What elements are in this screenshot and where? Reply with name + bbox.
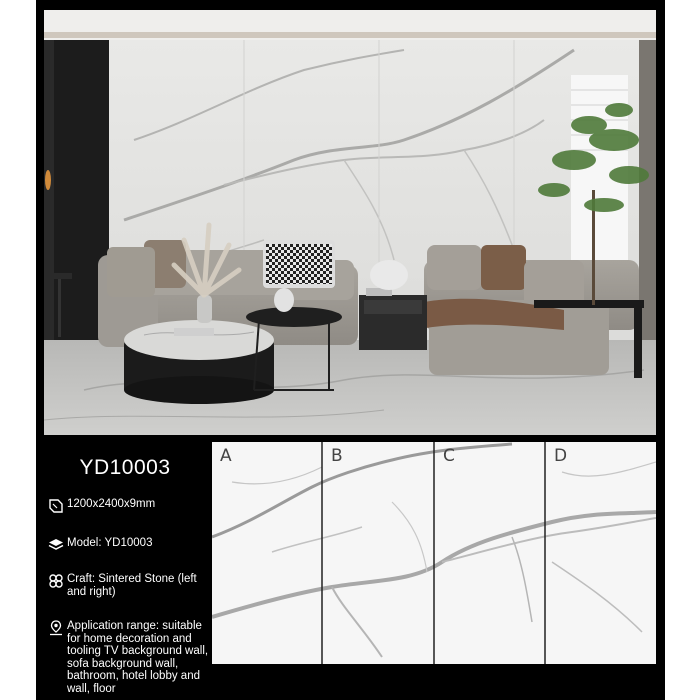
layers-icon xyxy=(48,537,64,553)
slab-label-b: B xyxy=(331,446,343,466)
spec-model-text: Model: YD10003 xyxy=(67,537,153,549)
slab-label-d: D xyxy=(554,446,568,466)
tile-size-icon xyxy=(48,498,64,514)
spec-application-text: Application range: suitable for home decoration and tooling TV background wall, sofa background wall, bathroom, hotel lobby and wall, floor xyxy=(67,620,209,695)
slab-label-c: C xyxy=(443,446,455,466)
spec-craft-text: Craft: Sintered Stone (left and right) xyxy=(67,573,197,598)
spec-size-text: 1200x2400x9mm xyxy=(67,498,156,510)
product-info-panel xyxy=(44,442,209,695)
craft-icon xyxy=(48,573,64,589)
location-pin-icon xyxy=(48,620,64,636)
slab-label-a: A xyxy=(220,446,232,466)
slab-panels xyxy=(212,442,656,664)
room-photo xyxy=(44,10,656,435)
product-model-title: YD10003 xyxy=(79,456,171,479)
